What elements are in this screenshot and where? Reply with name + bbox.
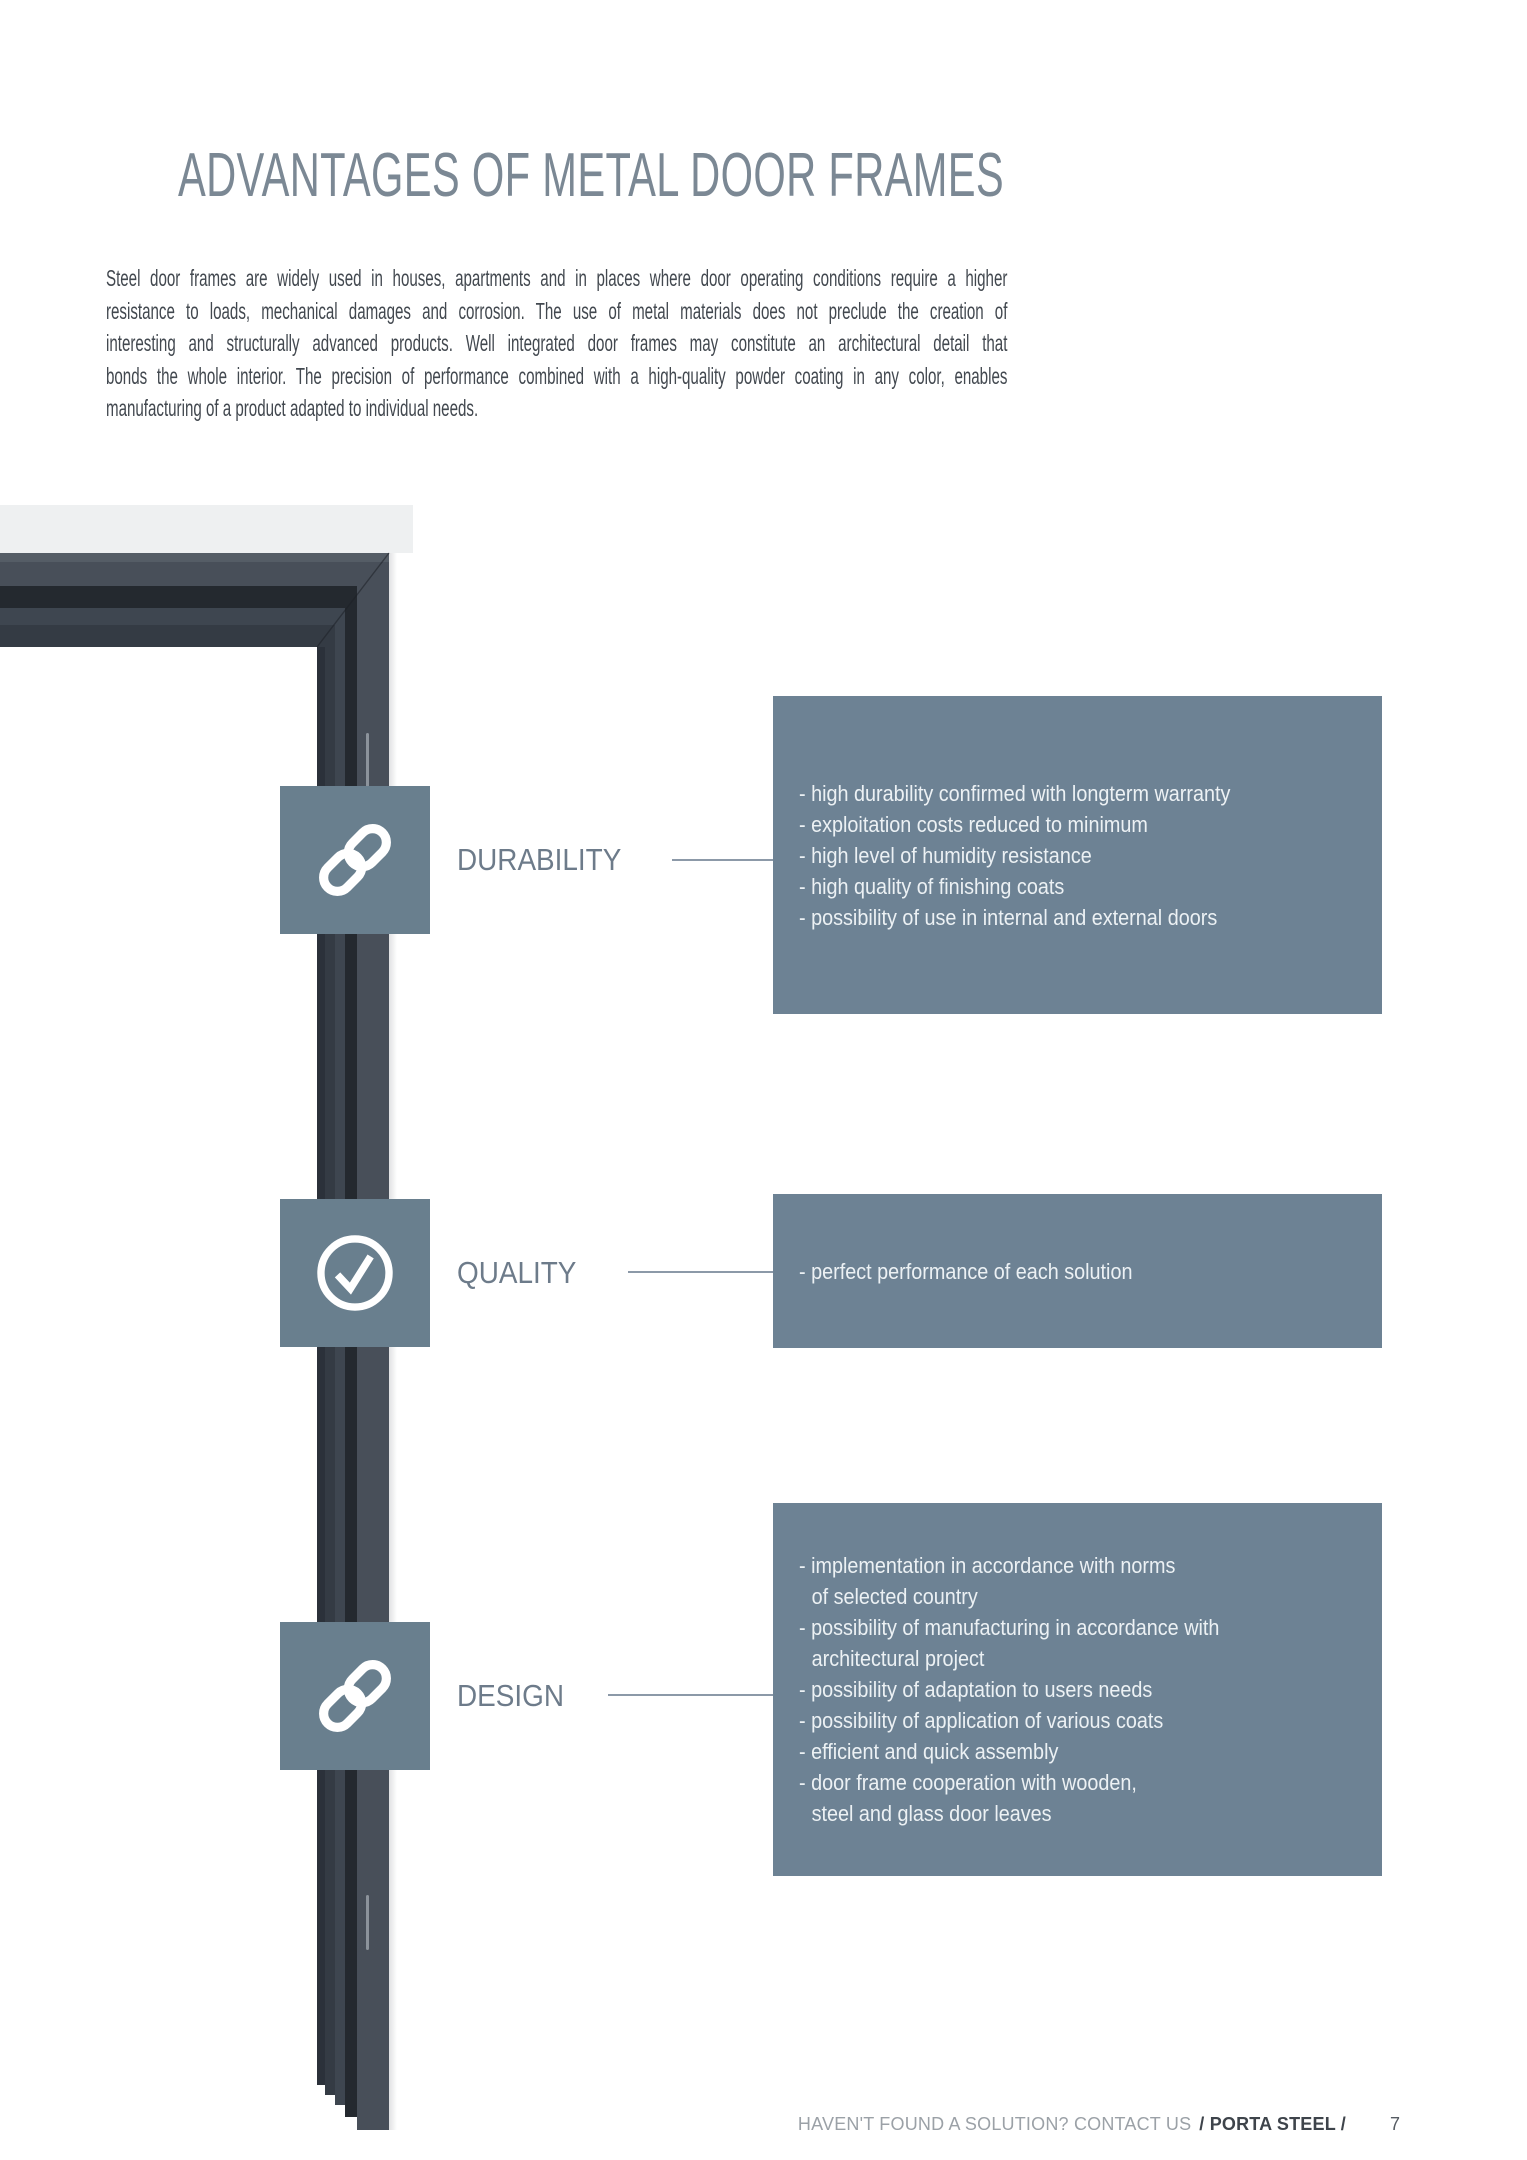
- quality-points-box: [773, 1194, 1382, 1348]
- design-points-box: [773, 1503, 1382, 1876]
- durability-points-box: [773, 696, 1382, 1014]
- durability-connector-line: [672, 859, 775, 861]
- bullet-line: steel and glass door leaves: [811, 1801, 1052, 1826]
- intro-line: interesting and structurally advanced products. Well integrated door frames may constitute an architectural detail that: [106, 330, 1008, 356]
- footer-contact-text: HAVEN'T FOUND A SOLUTION? CONTACT US: [797, 2114, 1192, 2134]
- intro-paragraph: [106, 262, 1007, 425]
- intro-line: bonds the whole interior. The precision of performance combined with a high-quality powder coating in any color, enables: [106, 362, 1008, 389]
- bullet-line: - high durability confirmed with longterm warranty: [799, 780, 1231, 806]
- frame-top-highlight: [0, 553, 389, 562]
- bullet-line: - exploitation costs reduced to minimum: [799, 811, 1148, 837]
- intro-line: manufacturing of a product adapted to individual needs.: [106, 395, 479, 421]
- quality-connector-line: [628, 1271, 775, 1273]
- bullet-line: - door frame cooperation with wooden,: [799, 1770, 1137, 1795]
- bullet-line: of selected country: [811, 1584, 978, 1609]
- bullet-line: - possibility of adaptation to users needs: [799, 1677, 1153, 1702]
- bullet-line: architectural project: [811, 1646, 985, 1671]
- design-icon-box: [280, 1622, 430, 1770]
- design-label: DESIGN: [457, 1678, 564, 1713]
- bullet-line: - possibility of manufacturing in accordance with: [799, 1615, 1220, 1640]
- bullet-line: - perfect performance of each solution: [799, 1258, 1133, 1284]
- footer: [798, 2112, 1400, 2136]
- check-circle-icon: [309, 1227, 401, 1319]
- chain-link-icon: [309, 814, 401, 906]
- durability-icon-box: [280, 786, 430, 934]
- bullet-line: - efficient and quick assembly: [799, 1739, 1059, 1764]
- design-connector-line: [608, 1694, 775, 1696]
- quality-label: QUALITY: [457, 1255, 577, 1290]
- quality-icon-box: [280, 1199, 430, 1347]
- page-number: 7: [1389, 2114, 1400, 2134]
- intro-line: Steel door frames are widely used in houses, apartments and in places where door operating conditions require a higher: [106, 265, 1008, 291]
- durability-label: DURABILITY: [457, 842, 622, 877]
- bullet-line: - possibility of use in internal and external doors: [799, 904, 1218, 930]
- bullet-line: - implementation in accordance with norms: [799, 1553, 1176, 1578]
- chain-link-icon: [309, 1650, 401, 1742]
- bullet-line: - high quality of finishing coats: [799, 873, 1065, 899]
- bullet-line: - possibility of application of various coats: [799, 1708, 1164, 1733]
- wall-background: [0, 505, 413, 553]
- strike-slit-lower: [366, 1895, 369, 1950]
- intro-line: resistance to loads, mechanical damages and corrosion. The use of metal materials does not preclude the creation of: [106, 297, 1008, 324]
- bullet-line: - high level of humidity resistance: [799, 842, 1092, 868]
- footer-brand: / PORTA STEEL /: [1199, 2114, 1346, 2134]
- page-title: ADVANTAGES OF METAL DOOR FRAMES: [178, 141, 1005, 210]
- strike-slit-upper: [366, 733, 369, 790]
